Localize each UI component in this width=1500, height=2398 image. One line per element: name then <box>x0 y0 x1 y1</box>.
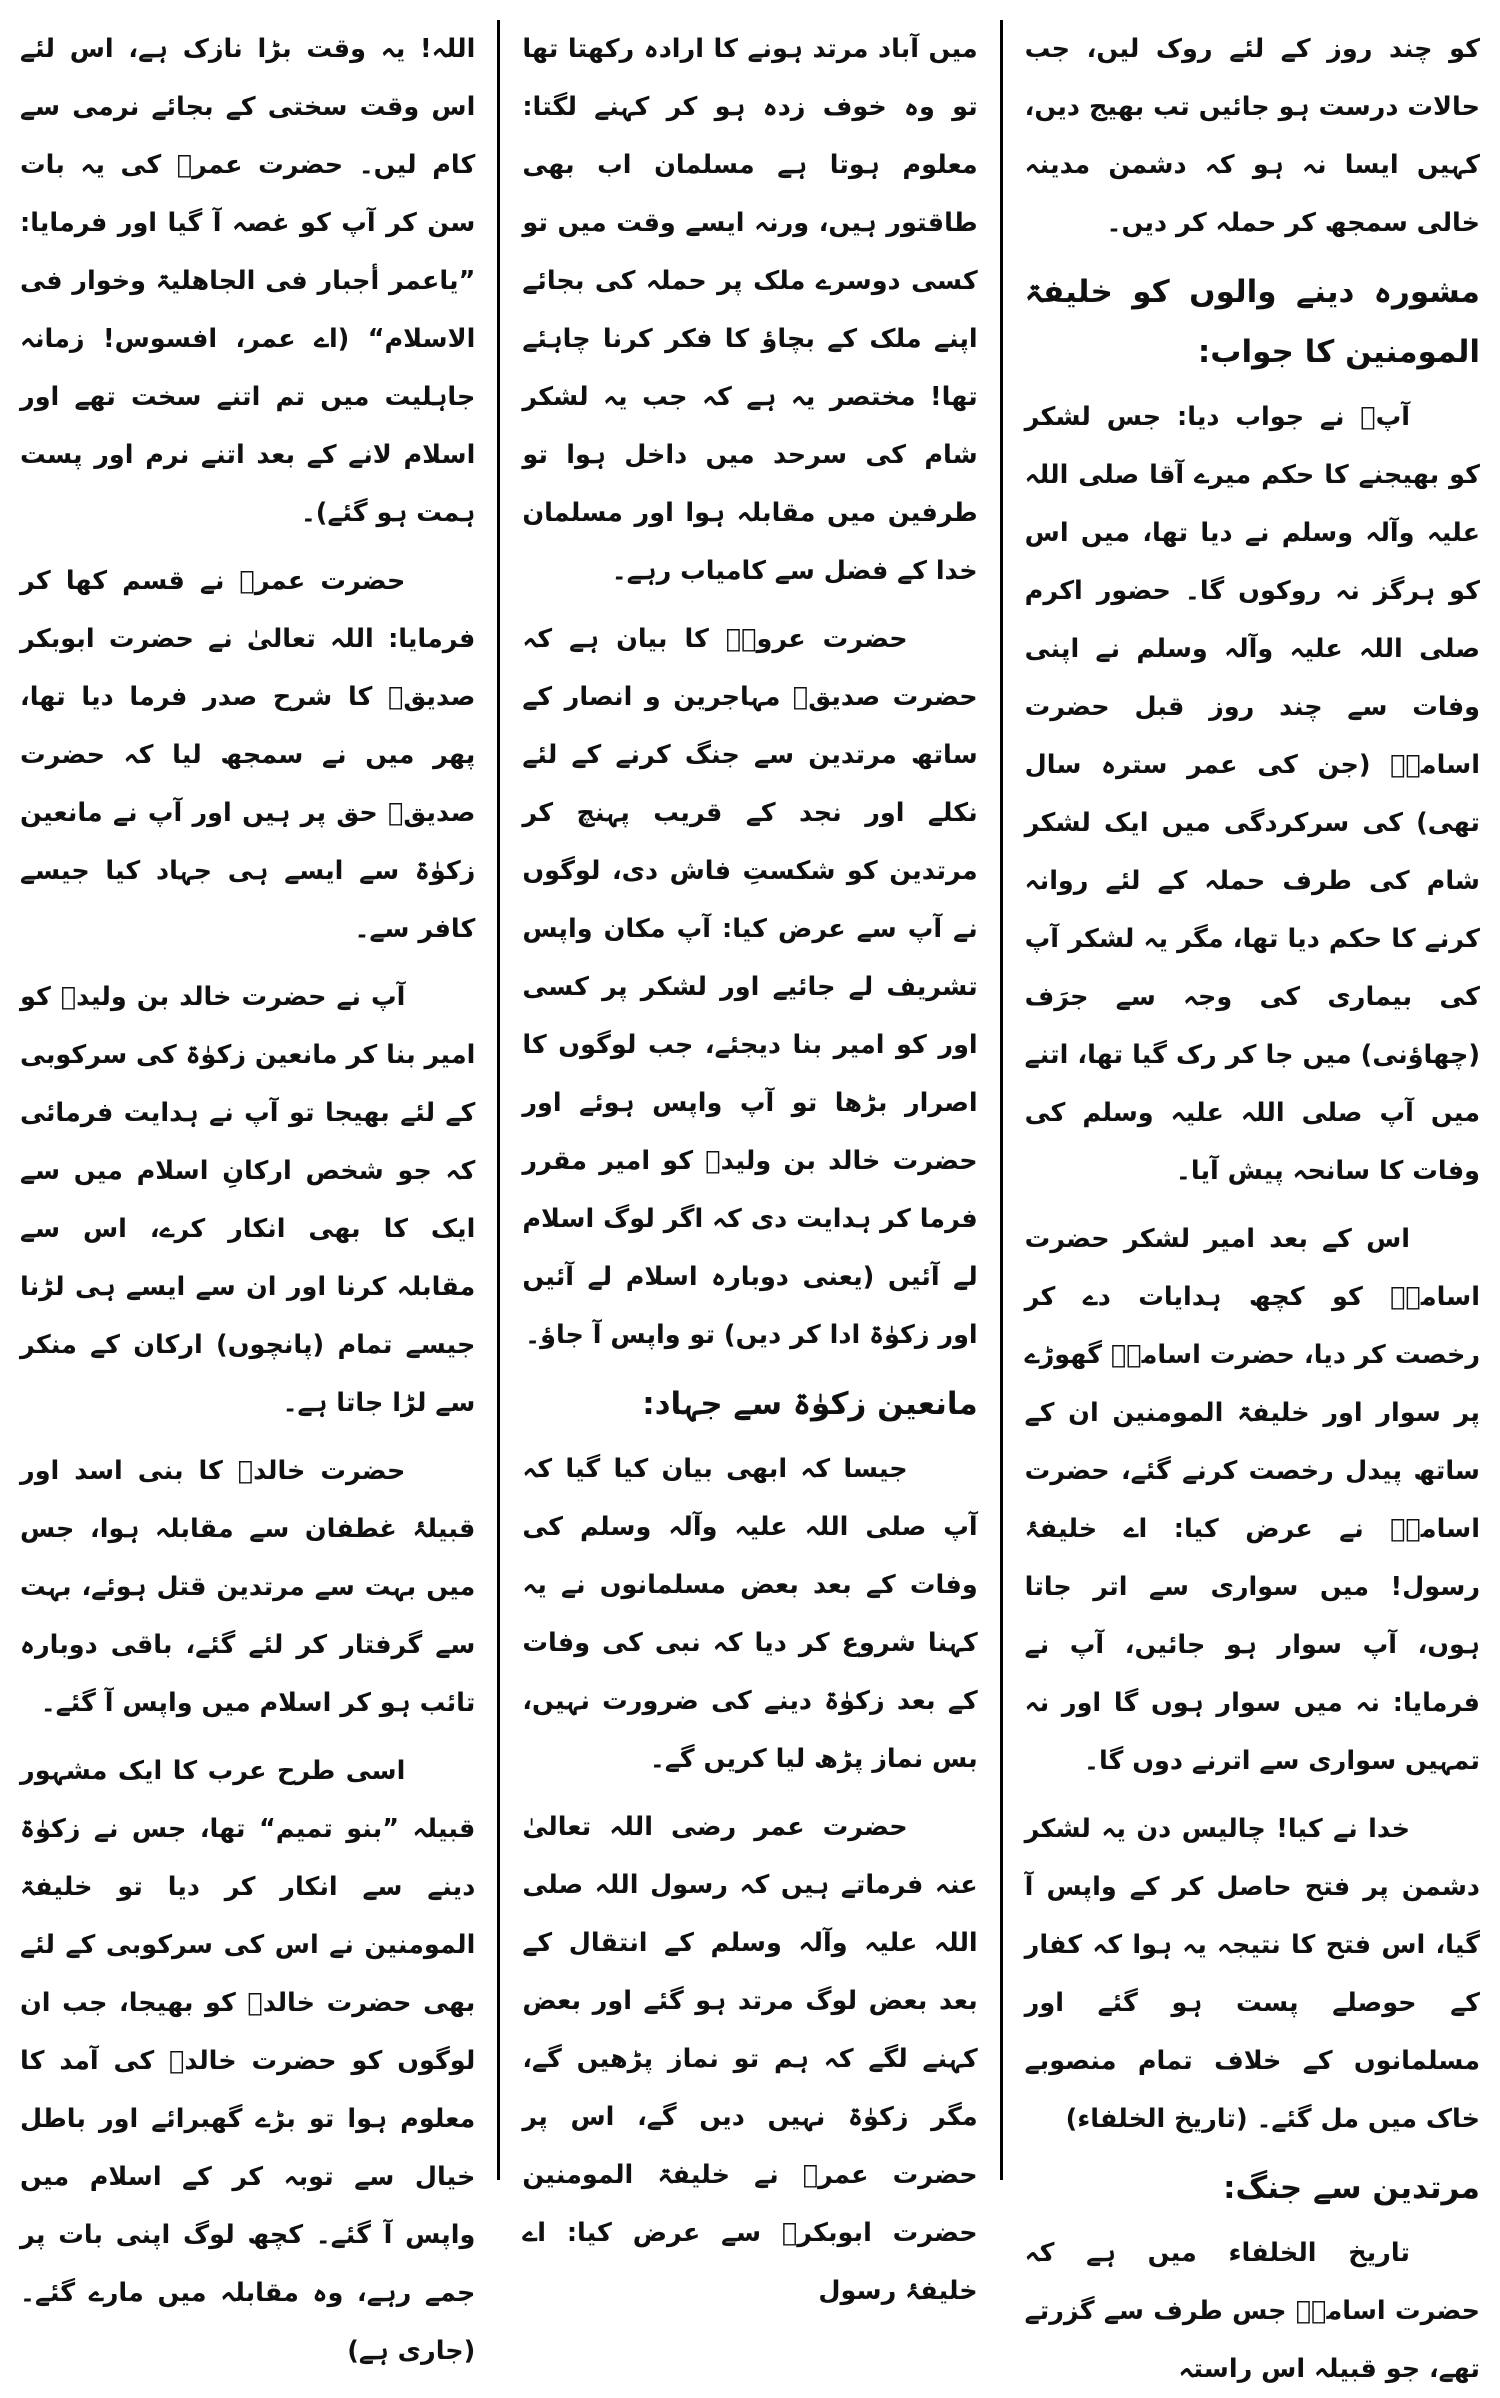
text-column-middle <box>522 20 978 2306</box>
paragraph: حضرت عمرؓ نے قسم کھا کر فرمایا: اللہ تعالیٰ نے حضرت ابوبکر صدیقؓ کا شرح صدر فرما دیا تھا، پھر میں نے سمجھ لیا کہ حضرت صدیقؓ حق پر ہیں اور آپ نے مانعین زکوٰۃ سے ایسے ہی جہاد کیا جیسے کافر سے۔ <box>20 566 476 944</box>
text-column-left <box>20 20 476 2366</box>
column-divider <box>1000 20 1003 2180</box>
paragraph: حضرت عمر رضی اللہ تعالیٰ عنہ فرماتے ہیں کہ رسول اللہ صلی اللہ علیہ وآلہ وسلم کے انتقال کے بعد بعض لوگ مرتد ہو گئے اور بعض کہنے لگے کہ ہم تو نماز پڑھیں گے، مگر زکوٰۃ نہیں دیں گے، اس پر حضرت عمرؓ نے خلیفۃ المومنین حضرت ابوبکرؓ سے عرض کیا: اے خلیفۂ رسول <box>522 1812 978 2306</box>
text-column-right <box>1024 20 1480 2384</box>
paragraph: کو چند روز کے لئے روک لیں، جب حالات درست ہو جائیں تب بھیج دیں، کہیں ایسا نہ ہو کہ دشمن مدینہ خالی سمجھ کر حملہ کر دیں۔ <box>1024 34 1480 238</box>
paragraph: تاریخ الخلفاء میں ہے کہ حضرت اسامہؓ جس طرف سے گزرتے تھے، جو قبیلہ اس راستہ <box>1024 2238 1480 2384</box>
paragraph: اس کے بعد امیر لشکر حضرت اسامہؓ کو کچھ ہدایات دے کر رخصت کر دیا، حضرت اسامہؓ گھوڑے پر سوار اور خلیفۃ المومنین ان کے ساتھ پیدل رخصت کرنے گئے، حضرت اسامہؓ نے عرض کیا: اے خلیفۂ رسول! میں سواری سے اتر جاتا ہوں، آپ سوار ہو جائیں، آپ نے فرمایا: نہ میں سوار ہوں گا اور نہ تمہیں سواری سے اترنے دوں گا۔ <box>1024 1224 1480 1776</box>
section-heading: مشورہ دینے والوں کو خلیفۃ المومنین کا جواب: <box>1024 274 1480 370</box>
paragraph: حضرت عروہؓ کا بیان ہے کہ حضرت صدیقؓ مہاجرین و انصار کے ساتھ مرتدین سے جنگ کرنے کے لئے نکلے اور نجد کے قریب پہنچ کر مرتدین کو شکستِ فاش دی، لوگوں نے آپ سے عرض کیا: آپ مکان واپس تشریف لے جائیے اور لشکر پر کسی اور کو امیر بنا دیجئے، جب لوگوں کا اصرار بڑھا تو آپ واپس ہوئے اور حضرت خالد بن ولیدؓ کو امیر مقرر فرما کر ہدایت دی کہ اگر لوگ اسلام لے آئیں (یعنی دوبارہ اسلام لے آئیں اور زکوٰۃ ادا کر دیں) تو واپس آ جاؤ۔ <box>522 624 978 1350</box>
paragraph: آپ نے حضرت خالد بن ولیدؓ کو امیر بنا کر مانعین زکوٰۃ کی سرکوبی کے لئے بھیجا تو آپ نے ہدایت فرمائی کہ جو شخص ارکانِ اسلام میں سے ایک کا بھی انکار کرے، اس سے مقابلہ کرنا اور ان سے ایسے ہی لڑنا جیسے تمام (پانچوں) ارکان کے منکر سے لڑا جاتا ہے۔ <box>20 982 476 1418</box>
paragraph: حضرت خالدؓ کا بنی اسد اور قبیلۂ غطفان سے مقابلہ ہوا، جس میں بہت سے مرتدین قتل ہوئے، بہت سے گرفتار کر لئے گئے، باقی دوبارہ تائب ہو کر اسلام میں واپس آ گئے۔ <box>20 1456 476 1718</box>
newspaper-page <box>20 20 1480 2384</box>
paragraph: آپؓ نے جواب دیا: جس لشکر کو بھیجنے کا حکم میرے آقا صلی اللہ علیہ وآلہ وسلم نے دیا تھا، میں اس کو ہرگز نہ روکوں گا۔ حضور اکرم صلی اللہ علیہ وآلہ وسلم نے اپنی وفات سے چند روز قبل حضرت اسامہؓ (جن کی عمر سترہ سال تھی) کی سرکردگی میں ایک لشکر شام کی طرف حملہ کے لئے روانہ کرنے کا حکم دیا تھا، مگر یہ لشکر آپ کی بیماری کی وجہ سے جرَف (چھاؤنی) میں جا کر رک گیا تھا، اتنے میں آپ صلی اللہ علیہ وسلم کی وفات کا سانحہ پیش آیا۔ <box>1024 402 1480 1186</box>
paragraph: خدا نے کیا! چالیس دن یہ لشکر دشمن پر فتح حاصل کر کے واپس آ گیا، اس فتح کا نتیجہ یہ ہوا کہ کفار کے حوصلے پست ہو گئے اور مسلمانوں کے خلاف تمام منصوبے خاک میں مل گئے۔ (تاریخ الخلفاء) <box>1024 1814 1480 2134</box>
paragraph: اسی طرح عرب کا ایک مشہور قبیلہ ”بنو تمیم“ تھا، جس نے زکوٰۃ دینے سے انکار کر دیا تو خلیفۃ المومنین نے اس کی سرکوبی کے لئے بھی حضرت خالدؓ کو بھیجا، جب ان لوگوں کو حضرت خالدؓ کی آمد کا معلوم ہوا تو بڑے گھبرائے اور باطل خیال سے توبہ کر کے اسلام میں واپس آ گئے۔ کچھ لوگ اپنی بات پر جمے رہے، وہ مقابلہ میں مارے گئے۔ (جاری ہے) <box>20 1756 476 2366</box>
paragraph: جیسا کہ ابھی بیان کیا گیا کہ آپ صلی اللہ علیہ وآلہ وسلم کی وفات کے بعد بعض مسلمانوں نے یہ کہنا شروع کر دیا کہ نبی کی وفات کے بعد زکوٰۃ دینے کی ضرورت نہیں، بس نماز پڑھ لیا کریں گے۔ <box>522 1454 978 1774</box>
section-heading: مانعین زکوٰۃ سے جہاد: <box>642 1386 978 1422</box>
paragraph: اللہ! یہ وقت بڑا نازک ہے، اس لئے اس وقت سختی کے بجائے نرمی سے کام لیں۔ حضرت عمرؓ کی یہ بات سن کر آپ کو غصہ آ گیا اور فرمایا: ”یاعمر أجبار فی الجاھلیۃ وخوار فی الاسلام“ (اے عمر، افسوس! زمانہ جاہلیت میں تم اتنے سخت تھے اور اسلام لانے کے بعد اتنے نرم اور پست ہمت ہو گئے)۔ <box>20 34 476 528</box>
section-heading: مرتدین سے جنگ: <box>1223 2170 1480 2206</box>
paragraph: میں آباد مرتد ہونے کا ارادہ رکھتا تھا تو وہ خوف زدہ ہو کر کہنے لگتا: معلوم ہوتا ہے مسلمان اب بھی طاقتور ہیں، ورنہ ایسے وقت میں تو کسی دوسرے ملک پر حملہ کی بجائے اپنے ملک کے بچاؤ کا فکر کرنا چاہئے تھا! مختصر یہ ہے کہ جب یہ لشکر شام کی سرحد میں داخل ہوا تو طرفین میں مقابلہ ہوا اور مسلمان خدا کے فضل سے کامیاب رہے۔ <box>522 34 978 586</box>
column-divider <box>497 20 500 2180</box>
